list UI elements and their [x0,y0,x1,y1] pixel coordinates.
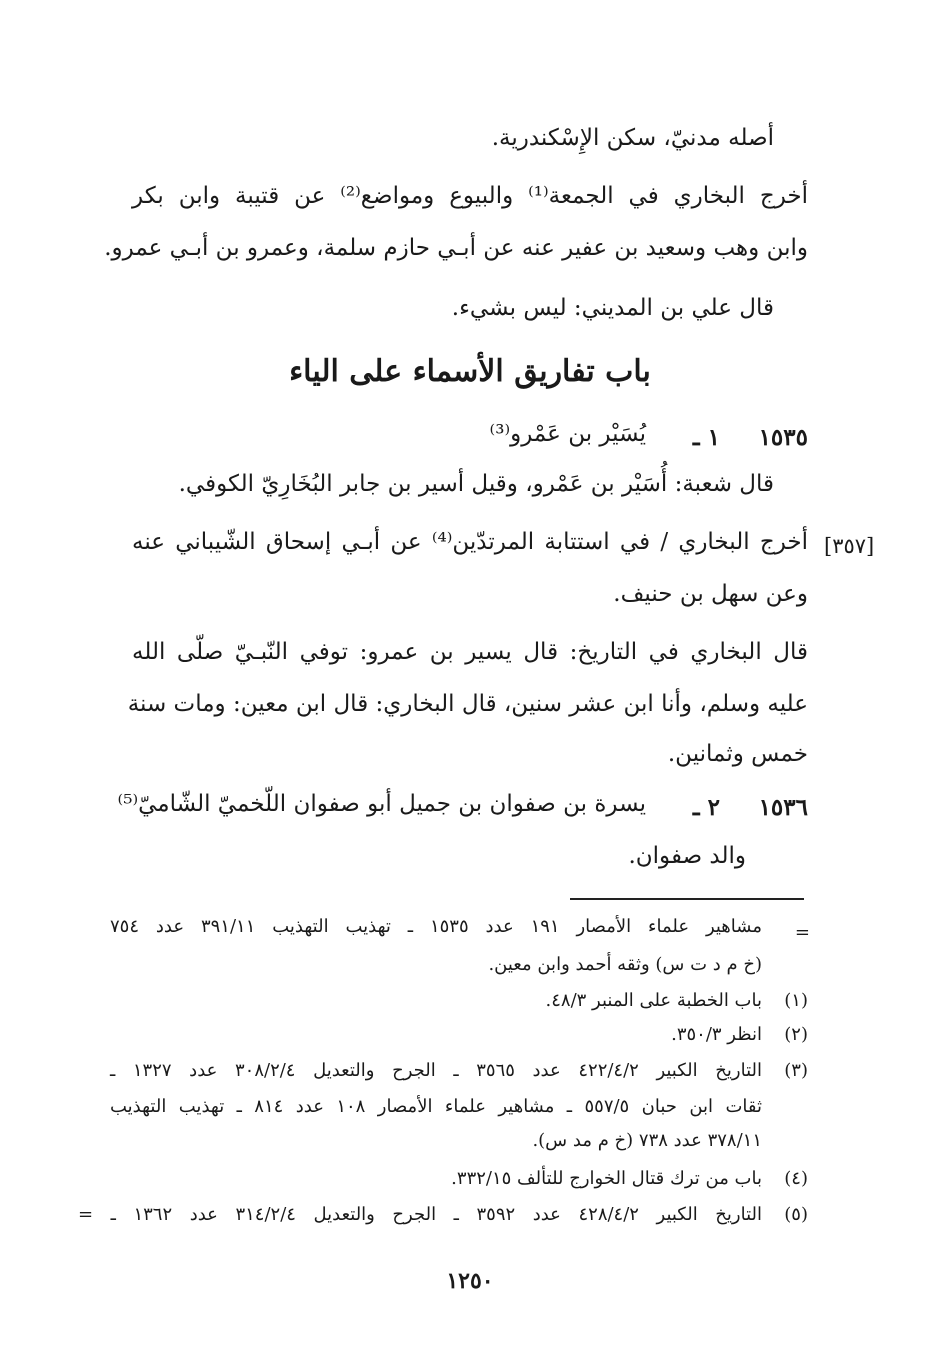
footnote-marker: (٣) [784,1060,808,1081]
footnote-separator [570,898,804,900]
body-line: وعن سهل بن حنيف. [613,581,808,607]
body-line: قال البخاري في التاريخ: قال يسير بن عمرو: توفي النّبـيّ صلّى الله [132,639,808,665]
body-line: خمس وثمانين. [667,741,808,767]
footnote-line: باب الخطبة على المنبر ٤٨/٣. [545,990,762,1011]
body-line: والد صفوان. [628,843,746,869]
footnote-line: باب من ترك قتال الخوارج للتألف ٣٣٢/١٥. [451,1168,762,1189]
footnote-marker: (٢) [784,1024,808,1045]
body-line: أخرج البخاري / في استتابة المرتدّين⁽⁴⁾ عن أبـي إسحاق الشّيباني عنه [132,529,808,555]
footnote-line: مشاهير علماء الأمصار ١٩١ عدد ١٥٣٥ ـ تهذيب التهذيب ٣٩١/١١ عدد ٧٥٤ [110,916,762,937]
footnote-marker: (١) [784,990,808,1011]
footnote-marker: (٥) [784,1204,808,1225]
page-number: ١٢٥٠ [446,1268,494,1294]
entry-title: يسرة بن صفوان بن جميل أبو صفوان اللّخميّ الشّاميّ⁽⁵⁾ [117,791,646,817]
entry-sequence: ١ ـ [692,424,720,451]
entry-sequence: ٢ ـ [692,794,720,821]
footnote-line: ثقات ابن حبان ٥٥٧/٥ ـ مشاهير علماء الأمصار ١٠٨ عدد ٨١٤ ـ تهذيب التهذيب [110,1096,762,1117]
body-line: قال علي بن المديني: ليس بشيء. [451,295,774,321]
footnote-marker: (٤) [784,1168,808,1189]
body-line: وابن وهب وسعيد بن عفير عنه عن أبـي حازم سلمة، وعمرو بن أبـي عمرو. [104,235,808,261]
footnote-line: التاريخ الكبير ٤٢٢/٤/٢ عدد ٣٥٦٥ ـ الجرح والتعديل ٣٠٨/٢/٤ عدد ١٣٢٧ ـ [110,1060,762,1081]
footnote-line: انظر ٣٥٠/٣. [671,1024,762,1045]
footnote-line: (خ م د ت س) وثقه أحمد وابن معين. [488,954,762,975]
footnote-line: التاريخ الكبير ٤٢٨/٤/٢ عدد ٣٥٩٢ ـ الجرح والتعديل ٣١٤/٢/٤ عدد ١٣٦٢ ـ = [78,1204,763,1225]
footnote-line: ٣٧٨/١١ عدد ٧٣٨ (خ م مد س). [532,1130,762,1151]
chapter-heading: باب تفاريق الأسماء على الياء [289,354,651,389]
body-line: عليه وسلم، وأنا ابن عشر سنين، قال البخاري: قال ابن معين: ومات سنة [127,691,808,717]
page-margin-reference: [٣٥٧] [824,534,875,558]
body-line: أصله مدنيّ، سكن الإِسْكندرية. [491,125,774,151]
entry-number: ١٥٣٦ [758,794,808,821]
entry-number: ١٥٣٥ [758,424,808,451]
footnote-continuation-mark: = [794,922,810,943]
body-line: أخرج البخاري في الجمعة⁽¹⁾ والبيوع ومواضع⁽²⁾ عن قتيبة وابن بكر [132,183,808,209]
entry-title: يُسَيْر بن عَمْرو⁽³⁾ [489,421,646,447]
body-line: قال شعبة: أُسَيْر بن عَمْرو، وقيل أسير بن جابر البُخَارِيّ الكوفي. [178,471,774,497]
